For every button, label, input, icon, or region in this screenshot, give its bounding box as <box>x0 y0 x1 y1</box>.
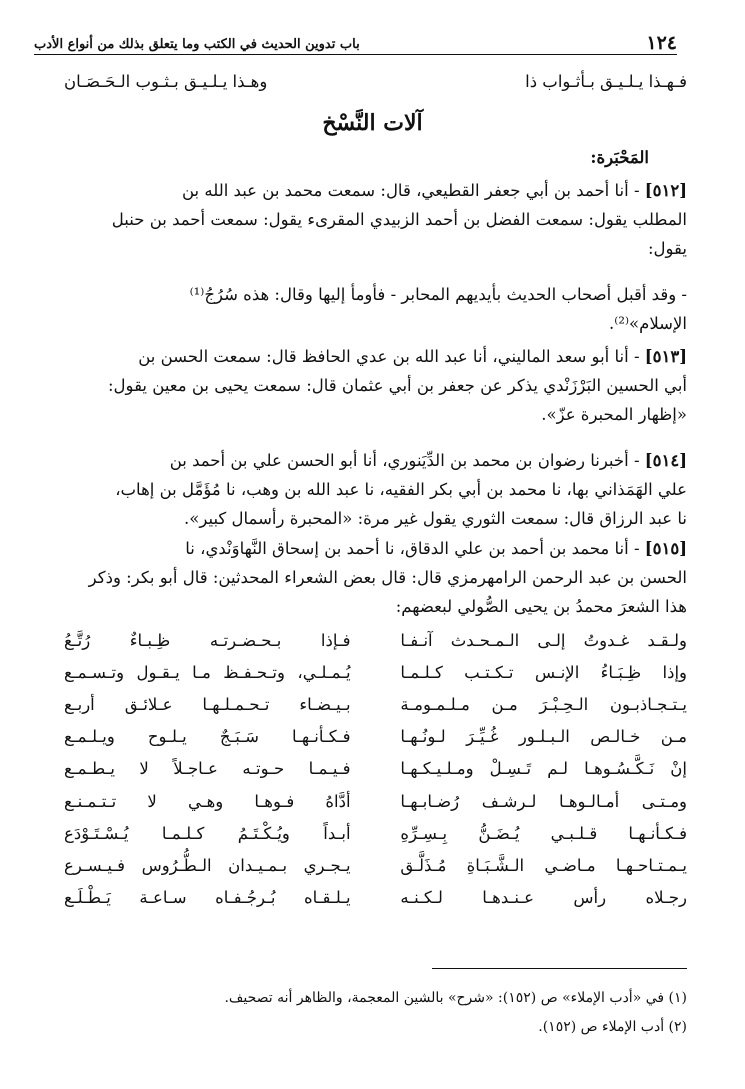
hadith-number: [٥١٥] <box>644 539 687 558</box>
text-line: الإسلام»⁽²⁾. <box>609 314 687 333</box>
hemistich-right: رجـلاه رأس عـنـدهـا لـكـنـه <box>400 888 687 908</box>
hemistich-right: ومـتـى أمـالـوهـا لـرشـف رُضـابـهـا <box>400 791 687 811</box>
text-line: هذا الشعرَ محمدُ بن يحيى الصُّولي لبعضهم: <box>395 597 687 616</box>
text-line: يقول: <box>647 239 687 258</box>
hemistich-left: أبـداً ويُـكْـتَـمُ كـلـمـا يُـسْـتَـوْدَع <box>64 823 351 843</box>
running-title: باب تدوين الحديث في الكتب وما يتعلق بذلك من أنواع الأدب <box>34 37 360 52</box>
poem-verse <box>64 817 687 849</box>
poem-verse <box>64 688 687 720</box>
poem-verse <box>64 882 687 914</box>
hemistich-right: يـتـجـاذبـون الـحِـبْـرَ مـن مـلـمـومـة <box>400 694 687 714</box>
hemistich-left: بـيـضـاء تـحـمـلـهـا عـلائـق أربـع <box>64 694 351 714</box>
hadith-paragraph-514 <box>64 446 687 533</box>
page-number: ١٢٤ <box>646 32 677 54</box>
hadith-paragraph-512 <box>64 176 687 263</box>
footnote: (٢) أدب الإملاء ص (١٥٢). <box>538 1019 687 1035</box>
poem-verse <box>64 656 687 688</box>
hemistich-right: يـمـتـاحـهـا مـاضـي الـشَّـبَـاةِ مُـذَلَّـق <box>400 855 687 875</box>
quote-paragraph <box>64 280 687 338</box>
section-title: آلات النَّسْخ <box>322 110 423 136</box>
hemistich-left: يـلـقـاه بُـرجُـفـاه سـاعـة يَـطْـلَـع <box>64 888 351 908</box>
text-line: - أخبرنا رضوان بن محمد بن الدِّيَنوري، أنا أبو الحسن علي بن أحمد بن <box>169 451 640 470</box>
footnote-divider <box>432 968 687 969</box>
hemistich-left: فـإذا بـحـضـرتـه ظِـبـاءٌ رُتَّـعُ <box>64 630 351 650</box>
text-line: - أنا أبو سعد الماليني، أنا عبد الله بن عدي الحافظ قال: سمعت الحسن بن <box>138 347 640 366</box>
hemistich-left: يُـمـلـي، وتـحـفـظ مـا يـقـول وتـسـمـع <box>64 662 351 682</box>
poem-verse <box>64 849 687 881</box>
hemistich-right: فـكـأنـهـا قـلـبـي يُـضَـنُّ بِـسِـرِّهِ <box>400 823 687 843</box>
verse-line <box>64 72 687 102</box>
verse-hemistich-left: وهـذا يـلـيـق بـثـوب الـحَـصَـان <box>64 72 268 91</box>
hemistich-left: أدَّاهُ فـوهـا وهـي لا تـتـمـنـع <box>64 791 351 811</box>
text-line: أبي الحسين البَرْزَنْدي يذكر عن جعفر بن أبي عثمان قال: سمعت يحيى بن معين يقول: <box>108 376 687 395</box>
text-line: علي الهَمَذاني بها، نا محمد بن أبي بكر الفقيه، نا عبد الله بن وهب، نا مُؤَمَّل بن إهاب، <box>115 480 687 499</box>
text-line: المطلب يقول: سمعت الفضل بن أحمد الزبيدي المقرىء يقول: سمعت أحمد بن حنبل <box>111 210 687 229</box>
poem <box>64 624 687 914</box>
footnote: (١) في «أدب الإملاء» ص (١٥٢): «شرح» بالشين المعجمة، والظاهر أنه تصحيف. <box>224 990 687 1006</box>
footnotes <box>64 984 687 1042</box>
subheading: المَحْبَرة: <box>590 148 649 167</box>
poem-verse <box>64 753 687 785</box>
hadith-number: [٥١٢] <box>644 181 687 200</box>
poem-verse <box>64 721 687 753</box>
hemistich-right: مـن خـالـص الـبـلـور غُـيِّـرَ لـونُـهـا <box>400 727 687 747</box>
hemistich-left: فـيـمـا حـوتـه عـاجـلاً لا يـطـمـع <box>64 759 351 779</box>
text-line: نا عبد الرزاق قال: سمعت الثوري يقول غير مرة: «المحبرة رأسمال كبير». <box>184 509 687 528</box>
hemistich-right: ولـقـد غـدوتُ إلـى الـمـحـدث آنـفـا <box>400 630 687 650</box>
hemistich-right: وإذا ظِـبَـاءُ الإنـس تـكـتـب كـلـمـا <box>400 662 687 682</box>
running-header <box>34 28 677 55</box>
poem-verse <box>64 624 687 656</box>
hemistich-left: يـجـري بـمـيـدان الـطُّـرُوس فـيـسـرع <box>64 855 351 875</box>
hadith-paragraph-513 <box>64 342 687 429</box>
poem-verse <box>64 785 687 817</box>
verse-hemistich-right: فـهـذا يـلـيـق بـأثـواب ذا <box>525 72 687 91</box>
hadith-number: [٥١٤] <box>644 451 687 470</box>
hemistich-left: فـكـأنـهـا سَـبَـجٌ يـلـوح ويـلـمـع <box>64 727 351 747</box>
text-line: - أنا أحمد بن أبي جعفر القطيعي، قال: سمعت محمد بن عبد الله بن <box>181 181 640 200</box>
text-line: - أنا محمد بن أحمد بن علي الدقاق، نا أحمد بن إسحاق النَّهاوَنْدي، نا <box>185 539 640 558</box>
text-line: الحسن بن عبد الرحمن الرامهرمزي قال: قال بعض الشعراء المحدثين: قال أبو بكر: وذكر <box>88 568 687 587</box>
hemistich-right: إنْ نَـكَّـسُـوهـا لـم تَـسِـلْ ومـلـيـكـهـا <box>400 759 687 779</box>
text-line: - وقد أقبل أصحاب الحديث بأيديهم المحابر - فأومأ إليها وقال: هذه سُرُجُ⁽¹⁾ <box>189 285 687 304</box>
hadith-paragraph-515 <box>64 534 687 621</box>
hadith-number: [٥١٣] <box>644 347 687 366</box>
text-line: «إظهار المحبرة عزّ». <box>541 405 687 424</box>
